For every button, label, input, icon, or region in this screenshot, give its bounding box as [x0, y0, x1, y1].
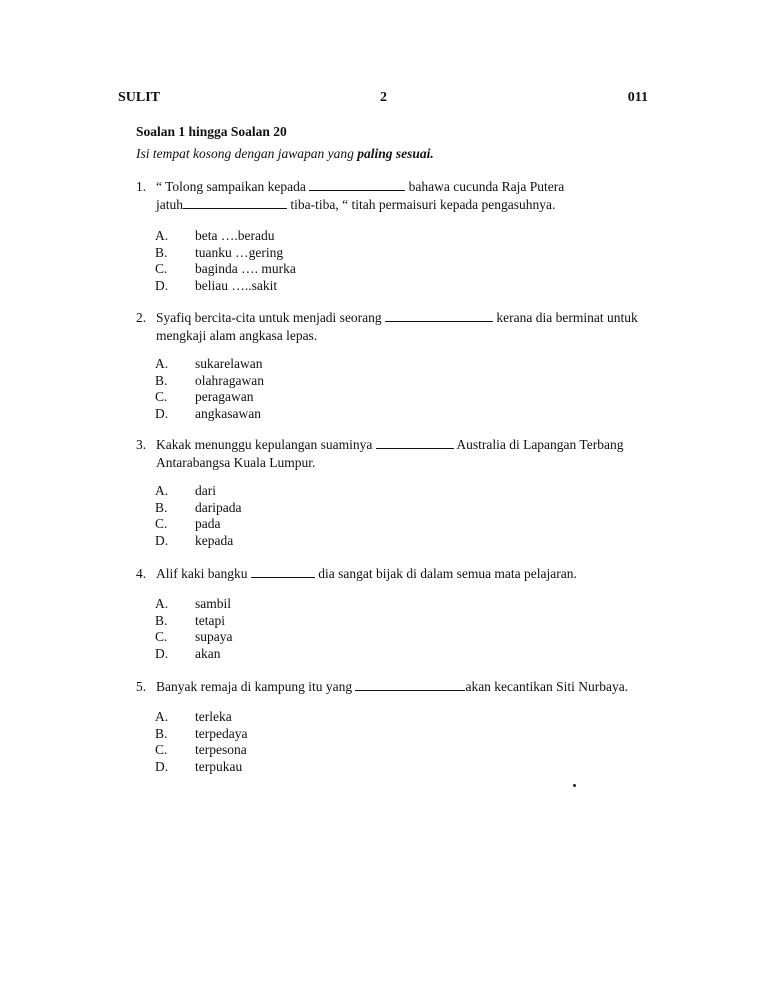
answer-blank	[385, 309, 493, 322]
option-letter: A.	[155, 228, 169, 243]
answer-blank	[355, 678, 465, 691]
question-text-part: Antarabangsa Kuala Lumpur.	[156, 455, 316, 470]
option-letter: D.	[155, 277, 169, 293]
option-text: beta ….beradu	[195, 228, 275, 243]
question-text-part: Alif kaki bangku	[156, 566, 251, 581]
instruction-emphasis: paling sesuai.	[357, 146, 434, 161]
option-letter: B.	[155, 372, 168, 388]
option-text: dari	[195, 483, 216, 498]
option-letter: C.	[155, 389, 168, 404]
option-text: daripada	[195, 499, 242, 515]
option-letter: A.	[155, 596, 169, 611]
option-letter: A.	[155, 356, 169, 371]
question-text-part: akan kecantikan Siti Nurbaya.	[465, 679, 629, 694]
option-text: sukarelawan	[195, 356, 263, 371]
question-text-part: jatuh	[156, 197, 183, 212]
option-text: kepada	[195, 532, 234, 548]
option-letter: D.	[155, 405, 169, 421]
option-text: pada	[195, 516, 221, 531]
question-text	[156, 309, 648, 345]
option-letter: C.	[155, 261, 168, 276]
option-letter: A.	[155, 483, 169, 498]
answer-blank	[183, 196, 287, 209]
question-number: 1.	[136, 179, 147, 194]
option-text: terpedaya	[195, 725, 248, 741]
option-letter: C.	[155, 516, 168, 531]
option-letter: D.	[155, 645, 169, 661]
option-text: peragawan	[195, 389, 254, 404]
paper-code: 011	[627, 90, 648, 105]
question-text-part: kerana dia berminat untuk	[493, 310, 638, 325]
answer-blank	[251, 565, 315, 578]
question-text-part: “ Tolong sampaikan kepada	[156, 179, 310, 194]
option-letter: D.	[155, 532, 169, 548]
question-number: 3.	[136, 437, 147, 452]
option-letter: D.	[155, 758, 169, 774]
option-text: tuanku …gering	[195, 244, 284, 260]
question-text-part: Australia di Lapangan Terbang	[453, 437, 624, 452]
option-text: baginda …. murka	[195, 261, 296, 276]
instruction-text: Isi tempat kosong dengan jawapan yang	[136, 146, 358, 161]
question-1	[136, 178, 648, 214]
stray-mark	[573, 784, 576, 787]
question-2	[136, 309, 648, 345]
option-letter: B.	[155, 244, 168, 260]
question-number: 2.	[136, 310, 147, 325]
page-number: 2	[380, 90, 387, 105]
option-letter: B.	[155, 612, 168, 628]
question-number: 4.	[136, 566, 147, 581]
option-letter: A.	[155, 709, 169, 724]
question-text	[156, 178, 648, 214]
option-text: akan	[195, 645, 221, 661]
question-text-part: mengkaji alam angkasa lepas.	[156, 328, 318, 343]
option-letter: B.	[155, 725, 168, 741]
option-text: supaya	[195, 629, 233, 644]
page-header	[118, 90, 648, 110]
option-text: terpesona	[195, 742, 247, 757]
option-text: tetapi	[195, 612, 225, 628]
question-text	[156, 565, 648, 583]
option-letter: C.	[155, 629, 168, 644]
question-text-part: Kakak menunggu kepulangan suaminya	[156, 437, 376, 452]
question-text-part: bahawa cucunda Raja Putera	[405, 179, 565, 194]
question-text-part: Syafiq bercita-cita untuk menjadi seorang	[156, 310, 386, 325]
question-text	[156, 436, 648, 472]
option-text: terleka	[195, 709, 232, 724]
answer-blank	[376, 436, 454, 449]
answer-blank	[309, 178, 405, 191]
question-text-part: dia sangat bijak di dalam semua mata pelajaran.	[314, 566, 577, 581]
option-letter: B.	[155, 499, 168, 515]
option-text: olahragawan	[195, 372, 264, 388]
question-text-part: tiba-tiba, “ titah permaisuri kepada pengasuhnya.	[287, 197, 556, 212]
section-title: Soalan 1 hingga Soalan 20	[136, 124, 287, 139]
question-text	[156, 678, 648, 696]
option-letter: C.	[155, 742, 168, 757]
question-text-part: Banyak remaja di kampung itu yang	[156, 679, 356, 694]
question-4	[136, 565, 648, 583]
option-text: beliau …..sakit	[195, 277, 278, 293]
question-5	[136, 678, 648, 696]
question-number: 5.	[136, 679, 147, 694]
option-text: angkasawan	[195, 405, 261, 421]
instruction	[136, 146, 434, 162]
question-3	[136, 436, 648, 472]
option-text: terpukau	[195, 758, 243, 774]
header-classification: SULIT	[118, 90, 161, 105]
option-text: sambil	[195, 596, 231, 611]
